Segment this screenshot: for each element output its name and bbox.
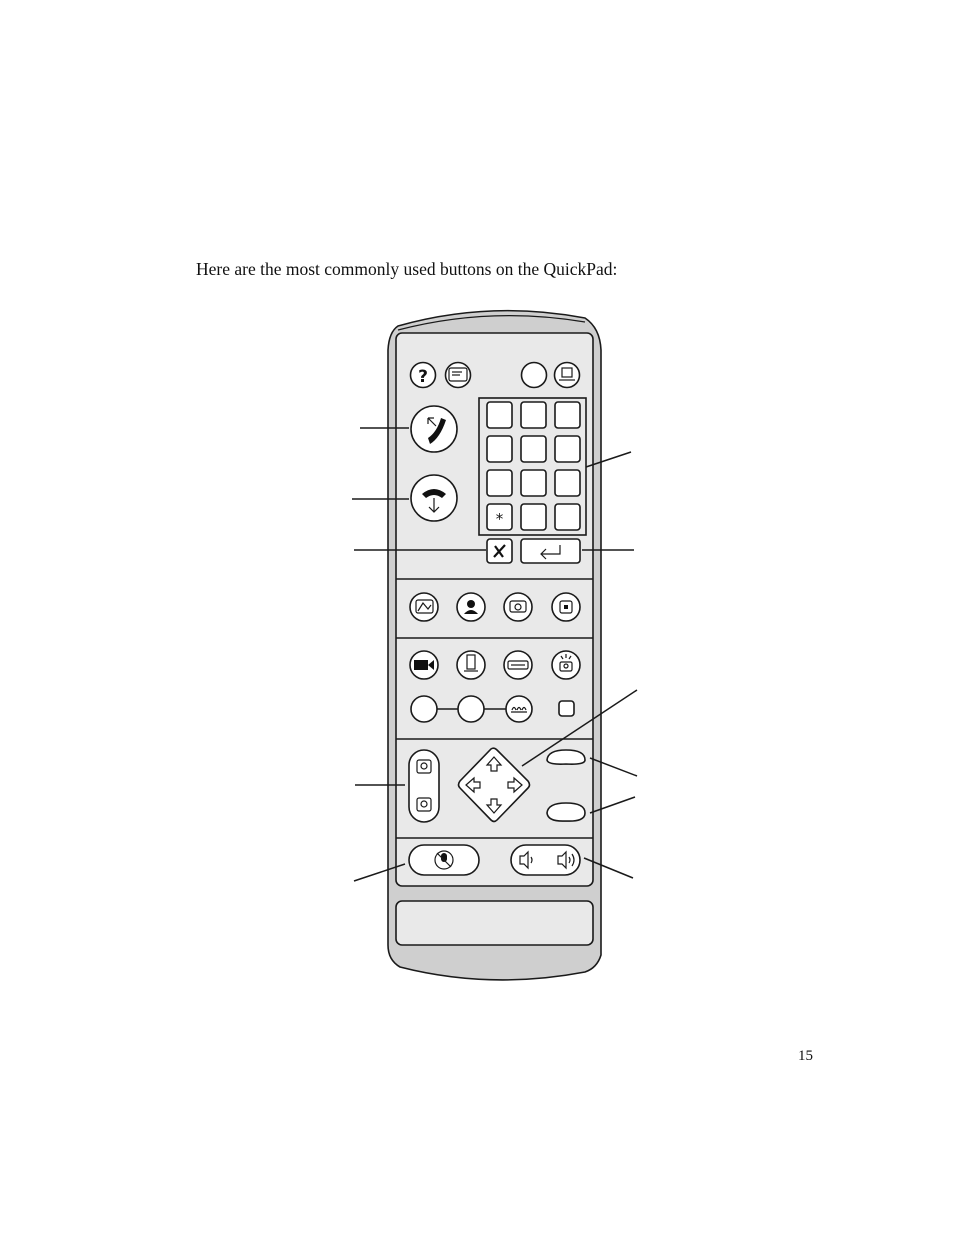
blank-round-button[interactable] — [522, 363, 547, 388]
intro-text: Here are the most commonly used buttons on the QuickPad: — [196, 259, 618, 279]
key-3[interactable] — [555, 402, 580, 428]
video-camera-icon — [414, 660, 428, 670]
camera-select-rocker[interactable] — [409, 750, 439, 822]
key-8[interactable] — [521, 470, 546, 496]
key-4[interactable] — [487, 436, 512, 462]
key-6[interactable] — [555, 436, 580, 462]
delete-button[interactable] — [487, 539, 512, 563]
vcr-stop-button[interactable] — [552, 593, 580, 621]
video-camera-button[interactable] — [410, 651, 438, 679]
menu-button[interactable] — [446, 363, 471, 388]
mute-button[interactable] — [409, 845, 479, 875]
zoom-in-button[interactable] — [547, 750, 585, 764]
document-camera-button[interactable] — [555, 363, 580, 388]
bottom-panel — [396, 901, 593, 945]
key-pound[interactable] — [555, 504, 580, 530]
document-button[interactable] — [457, 651, 485, 679]
far-end-button[interactable] — [411, 696, 437, 722]
page-number: 15 — [798, 1048, 813, 1064]
call-button[interactable] — [411, 406, 457, 452]
key-9[interactable] — [555, 470, 580, 496]
help-label: ? — [418, 367, 428, 387]
vcr-button[interactable] — [504, 651, 532, 679]
star-label: * — [495, 510, 504, 528]
flash-snapshot-button[interactable] — [552, 651, 580, 679]
key-7[interactable] — [487, 470, 512, 496]
person-camera-button[interactable] — [457, 593, 485, 621]
enter-button[interactable] — [521, 539, 580, 563]
hang-up-button[interactable] — [411, 475, 457, 521]
snapshot-button[interactable] — [504, 593, 532, 621]
key-2[interactable] — [521, 402, 546, 428]
volume-rocker[interactable] — [511, 845, 580, 875]
presets-button[interactable] — [506, 696, 532, 722]
person-icon — [467, 600, 475, 608]
help-button[interactable] — [411, 363, 436, 388]
key-0[interactable] — [521, 504, 546, 530]
zoom-out-button[interactable] — [547, 803, 585, 821]
main-camera-button[interactable] — [410, 593, 438, 621]
key-1[interactable] — [487, 402, 512, 428]
near-end-button[interactable] — [458, 696, 484, 722]
key-5[interactable] — [521, 436, 546, 462]
small-square-button[interactable] — [559, 701, 574, 716]
